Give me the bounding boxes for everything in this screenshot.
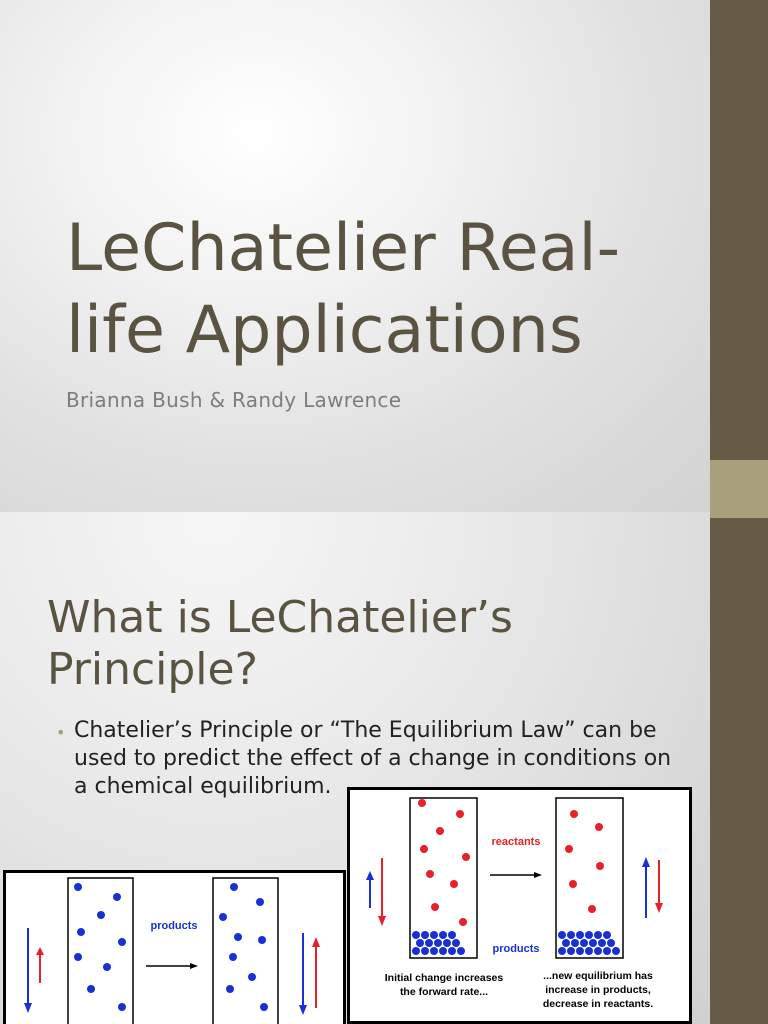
- slide-title: LeChatelier Real-life Applications: [66, 211, 621, 368]
- side-band: [710, 518, 768, 1024]
- container-right: [213, 878, 278, 1024]
- product-particles-right: [219, 883, 268, 1011]
- product-particles-right: [558, 931, 620, 955]
- caption-left-line-2: the forward rate...: [399, 986, 489, 998]
- reactant-particles-right: [565, 810, 604, 913]
- down-arrow-head-icon: [24, 1003, 32, 1013]
- caption-left-line-1: Initial change increases: [384, 972, 504, 984]
- side-band: [710, 0, 768, 460]
- product-particles-left: [74, 883, 126, 1011]
- caption-right-line-3: decrease in reactants.: [542, 998, 654, 1010]
- label-products: products: [150, 920, 198, 932]
- equilibrium-figure-right: [347, 787, 692, 1024]
- content-slide: [0, 512, 710, 1024]
- reactant-particles-left: [418, 799, 470, 926]
- slide-subtitle: Brianna Bush & Randy Lawrence: [66, 388, 402, 412]
- label-products: products: [492, 943, 540, 955]
- bullet-text: Chatelier’s Principle or “The Equilibrium Law” can be used to predict the effect of a change in conditions on a chemical equilibrium.: [74, 718, 672, 799]
- caption-right-line-1: ...new equilibrium has: [543, 970, 653, 982]
- equilibrium-figure-left: [3, 870, 346, 1024]
- slide-title: What is LeChatelier’s Principle?: [47, 592, 513, 695]
- caption-right-line-2: increase in products,: [545, 984, 651, 996]
- container-left: [68, 878, 133, 1024]
- side-band-accent: [710, 460, 768, 518]
- bullet-icon: •: [56, 723, 66, 742]
- title-slide: [0, 0, 710, 512]
- label-reactants: reactants: [491, 836, 541, 848]
- equilibrium-diagram-right: [350, 790, 689, 1021]
- equilibrium-diagram-left: [6, 873, 343, 1024]
- product-particles-left: [412, 931, 465, 955]
- up-arrow-head-icon: [36, 947, 44, 955]
